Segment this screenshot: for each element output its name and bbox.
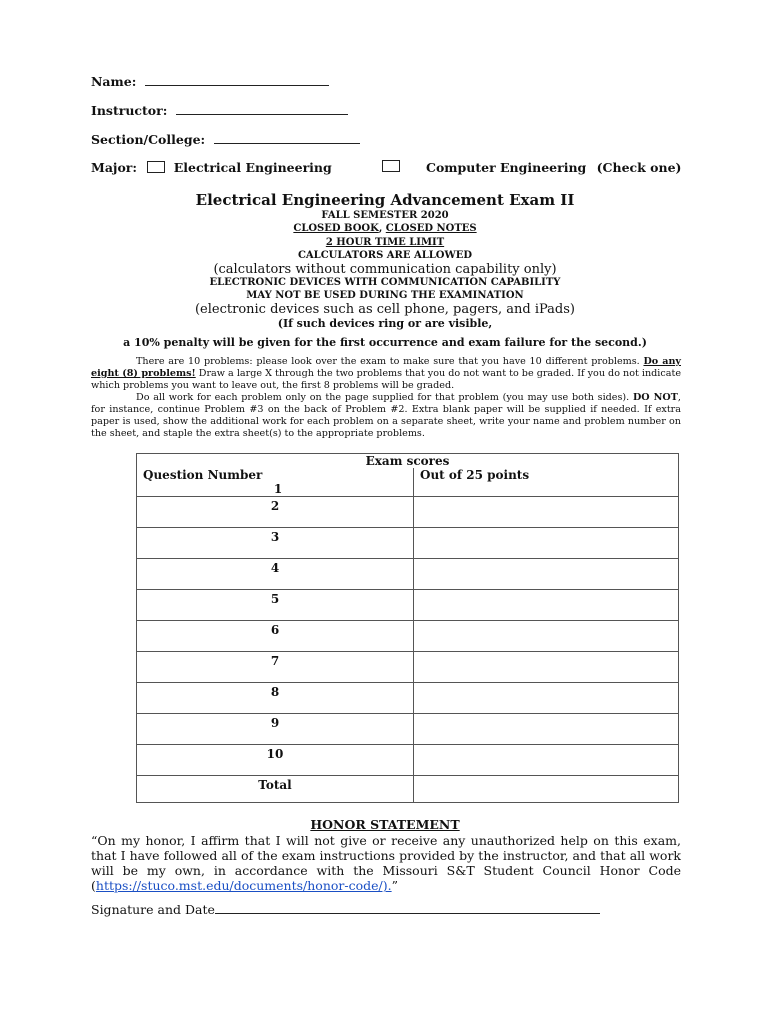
table-row: [137, 528, 679, 559]
table-row: [137, 714, 679, 745]
signature-label: Signature and Date: [91, 902, 215, 917]
table-row: [137, 745, 679, 776]
exam-title: Electrical Engineering Advancement Exam II: [195, 191, 575, 209]
name-blank[interactable]: [145, 73, 329, 86]
score-cell[interactable]: [414, 745, 679, 776]
question-number: 5: [137, 590, 414, 621]
question-number: 3: [137, 528, 414, 559]
table-row: [137, 497, 679, 528]
instructions-paragraph-1: [91, 356, 681, 392]
electrical-engineering-label: Electrical Engineering: [173, 160, 332, 175]
score-cell[interactable]: [414, 621, 679, 652]
honor-code-link[interactable]: https://stuco.mst.edu/documents/honor-code/).: [95, 878, 392, 893]
score-cell[interactable]: [414, 590, 679, 621]
exam-scores-caption: Exam scores: [137, 454, 679, 469]
computer-engineering-label: Computer Engineering: [426, 160, 587, 175]
signature-blank[interactable]: [215, 901, 600, 914]
semester: FALL SEMESTER 2020: [321, 210, 449, 221]
question-number-header: [137, 468, 414, 497]
instr-p1-start: There are 10 problems: please look over the exam to make sure that you have 10 different problems.: [136, 356, 640, 367]
score-cell[interactable]: [414, 652, 679, 683]
electrical-engineering-checkbox[interactable]: [147, 161, 165, 173]
instr-p2-rest: , for instance, continue Problem #3 on the back of Problem #2. Extra blank paper will be supplied if needed. If extra paper is used, show the additional work for each problem on a separate sheet, write your name and problem number on the sheet, and staple the extra sheet(s) to the appropriate problems.: [91, 392, 681, 439]
instr-p2-start: Do all work for each problem only on the page supplied for that problem (you may use both sides).: [136, 392, 630, 403]
score-cell[interactable]: [414, 559, 679, 590]
question-number: 9: [137, 714, 414, 745]
name-field-row: [91, 73, 329, 89]
signature-row: [91, 901, 600, 917]
computer-engineering-checkbox[interactable]: [382, 160, 400, 172]
question-row-label: 1: [273, 482, 283, 496]
total-score-cell[interactable]: [414, 776, 679, 803]
closed-notes: CLOSED NOTES: [385, 223, 477, 234]
question-number: 7: [137, 652, 414, 683]
section-blank[interactable]: [214, 131, 360, 144]
section-label: Section/College:: [91, 132, 206, 147]
total-row: [137, 776, 679, 803]
section-field-row: [91, 131, 360, 147]
score-cell[interactable]: [414, 683, 679, 714]
instr-p2-bold: DO NOT: [632, 392, 678, 403]
penalty-note: a 10% penalty will be given for the first occurrence and exam failure for the second.): [123, 336, 647, 349]
honor-statement-text: [91, 833, 681, 893]
table-row: [137, 621, 679, 652]
question-number: 6: [137, 621, 414, 652]
score-cell[interactable]: [414, 497, 679, 528]
score-cell[interactable]: [414, 714, 679, 745]
honor-close-quote: ”: [391, 878, 398, 893]
instructor-label: Instructor:: [91, 103, 168, 118]
major-label: Major:: [91, 160, 137, 175]
table-row: [137, 590, 679, 621]
honor-text: “On my honor, I affirm that I will not give or receive any unauthorized help on this exam, that I have followed all of the exam instructions provided by the instructor, and that all work will be my own, in accordance with the Missouri S&T Student Council Honor Code (: [91, 833, 681, 893]
honor-statement-title: HONOR STATEMENT: [310, 817, 460, 832]
table-row: [137, 559, 679, 590]
calculators-note: (calculators without communication capability only): [213, 262, 557, 277]
instr-p1-bold: Do any eight (8) problems!: [91, 356, 681, 379]
instructor-blank[interactable]: [176, 102, 348, 115]
score-cell[interactable]: [414, 528, 679, 559]
exam-scores-table: [136, 453, 679, 803]
computer-engineering-row: [426, 160, 681, 175]
instr-p1-rest: Draw a large X through the two problems that you do not want to be graded. If you do not indicate which problems you want to leave out, the first 8 problems will be graded.: [91, 368, 681, 391]
devices-note: (electronic devices such as cell phone, pagers, and iPads): [194, 302, 575, 317]
points-header: Out of 25 points: [414, 468, 679, 497]
instructor-field-row: [91, 102, 348, 118]
question-number: 2: [137, 497, 414, 528]
total-label: Total: [137, 776, 414, 803]
question-number-header-label: Question Number: [143, 468, 263, 482]
check-one-note: (Check one): [596, 160, 682, 175]
question-number: 10: [137, 745, 414, 776]
if-ring-note: (If such devices ring or are visible,: [277, 317, 493, 330]
name-label: Name:: [91, 74, 137, 89]
closed-book: CLOSED BOOK: [293, 223, 379, 234]
instructions-paragraph-2: [91, 392, 681, 440]
table-row: [137, 652, 679, 683]
table-row: [137, 683, 679, 714]
electronic-devices: ELECTRONIC DEVICES WITH COMMUNICATION CAPABILITY: [209, 277, 561, 288]
closed-book-line: [0, 223, 770, 234]
time-limit: 2 HOUR TIME LIMIT: [325, 237, 445, 248]
calculators-allowed: CALCULATORS ARE ALLOWED: [297, 250, 473, 261]
closed-sep: ,: [378, 223, 386, 234]
major-field-row: [91, 160, 332, 175]
may-not-be-used: MAY NOT BE USED DURING THE EXAMINATION: [246, 290, 524, 301]
question-number: 4: [137, 559, 414, 590]
question-number: 8: [137, 683, 414, 714]
